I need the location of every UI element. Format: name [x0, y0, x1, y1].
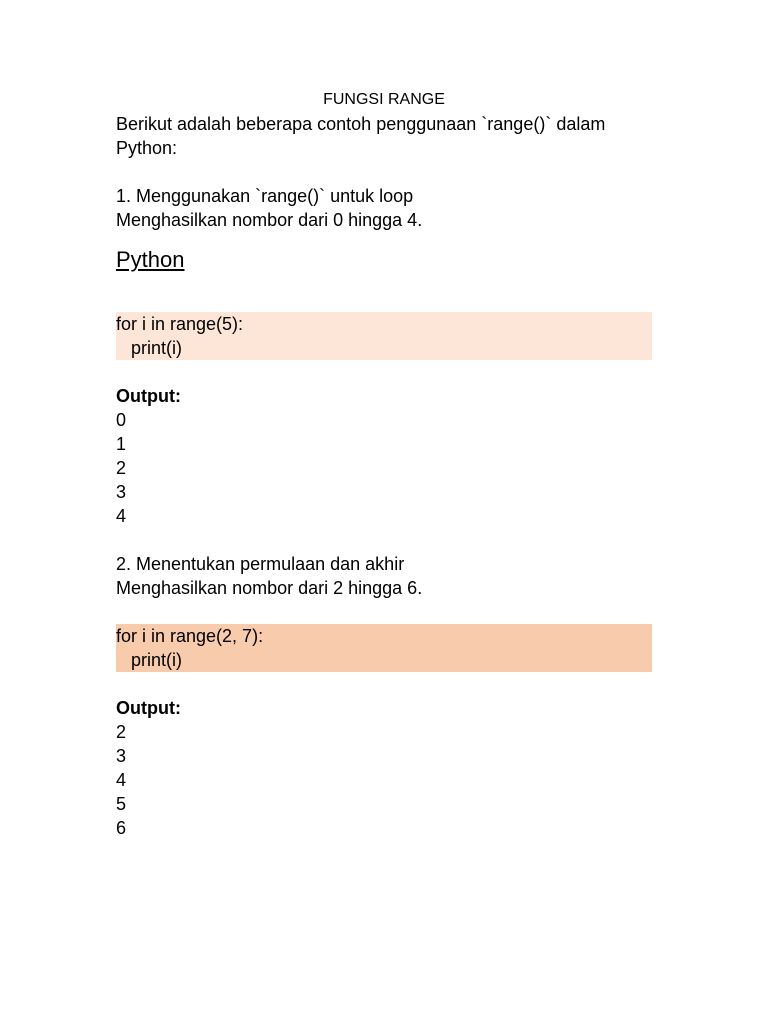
- blank-line: [116, 600, 652, 624]
- output-value: 3: [116, 746, 127, 766]
- output-value: 2: [116, 722, 127, 742]
- blank-line: [116, 360, 652, 384]
- output-label-1: Output:: [116, 386, 181, 406]
- output-value: 6: [116, 818, 127, 838]
- code-line: for i in range(5):: [116, 314, 244, 334]
- code-line: print(i): [116, 650, 183, 670]
- code-line: print(i): [116, 338, 183, 358]
- intro-text-line-2: Python:: [116, 138, 178, 158]
- section-2-heading: 2. Menentukan permulaan dan akhir: [116, 554, 405, 574]
- output-value: 2: [116, 458, 127, 478]
- output-value: 3: [116, 482, 127, 502]
- language-label: Python: [116, 247, 185, 272]
- output-label-2: Output:: [116, 698, 181, 718]
- code-line: for i in range(2, 7):: [116, 626, 264, 646]
- blank-line: [116, 528, 652, 552]
- code-block-2: [116, 624, 652, 672]
- section-2-description: Menghasilkan nombor dari 2 hingga 6.: [116, 578, 423, 598]
- document-body: [116, 88, 652, 840]
- code-block-1: [116, 312, 652, 360]
- section-1-description: Menghasilkan nombor dari 0 hingga 4.: [116, 210, 423, 230]
- blank-line: [116, 288, 652, 312]
- intro-text-line-1: Berikut adalah beberapa contoh penggunaan `range()` dalam: [116, 114, 606, 134]
- blank-line: [116, 160, 652, 184]
- blank-line: [116, 672, 652, 696]
- section-1-heading: 1. Menggunakan `range()` untuk loop: [116, 186, 414, 206]
- output-value: 1: [116, 434, 127, 454]
- page-title: FUNGSI RANGE: [323, 91, 445, 108]
- output-value: 4: [116, 770, 127, 790]
- output-value: 5: [116, 794, 127, 814]
- output-value: 0: [116, 410, 127, 430]
- output-value: 4: [116, 506, 127, 526]
